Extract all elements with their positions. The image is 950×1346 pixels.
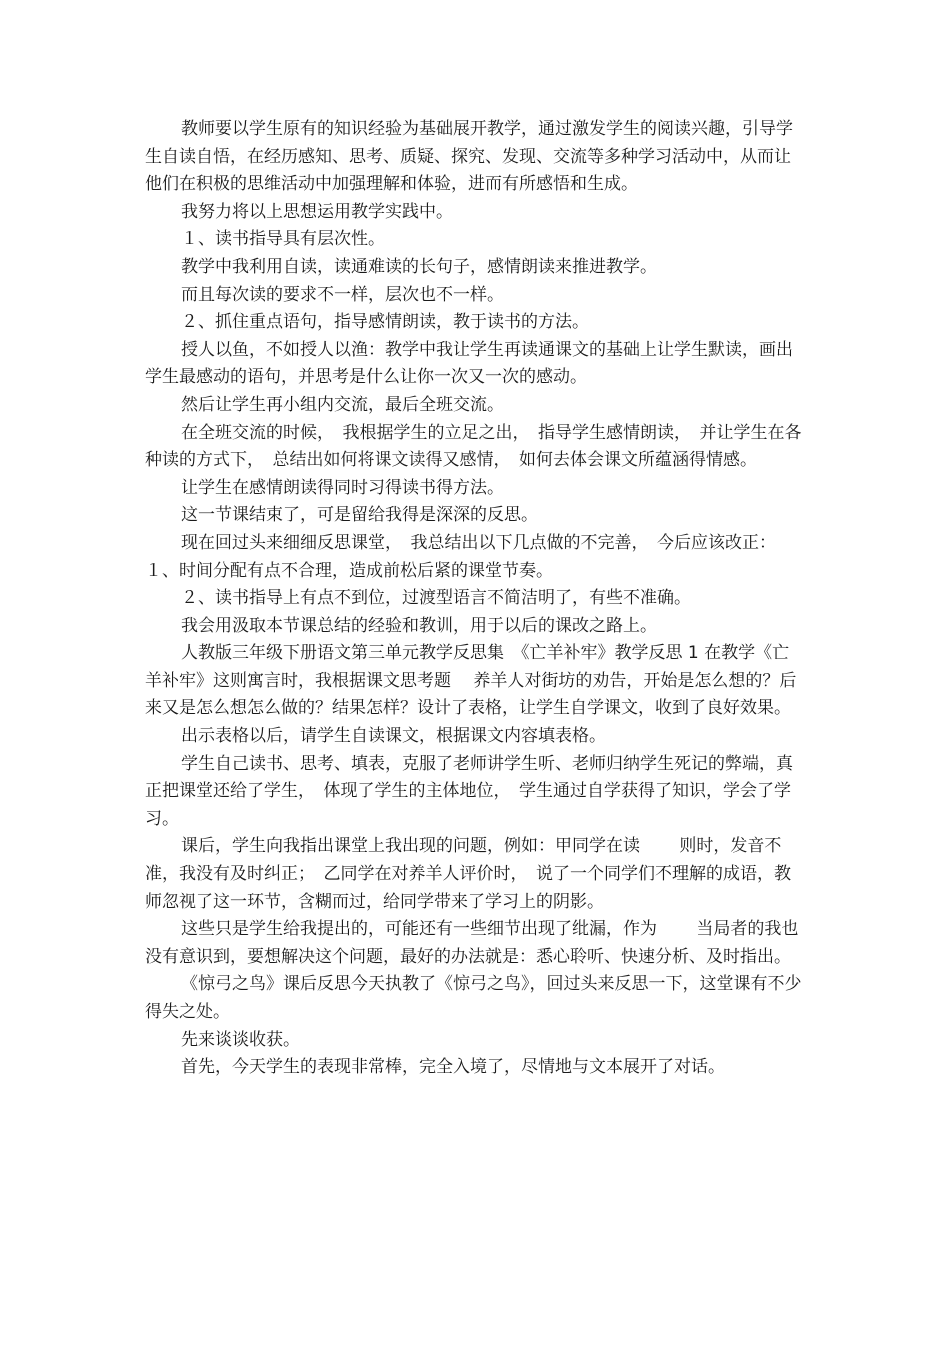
paragraph: 授人以鱼，不如授人以渔：教学中我让学生再读通课文的基础上让学生默读，画出学生最感动的语句，并思考是什么让你一次又一次的感动。 [145,339,793,388]
paragraph: １、读书指导具有层次性。 [181,229,385,250]
paragraph: 我努力将以上思想运用教学实践中。 [181,201,453,222]
paragraph: 学生自己读书、思考、填表，克服了老师讲学生听、老师归纳学生死记的弊端，真正把课堂还给了学生， 体现了学生的主体地位， 学生通过自学获得了知识，学会了学习。 [145,753,793,829]
paragraph: 出示表格以后，请学生自读课文，根据课文内容填表格。 [181,726,606,747]
paragraph: 然后让学生再小组内交流，最后全班交流。 [181,394,504,415]
paragraph: 人教版三年级下册语文第三单元教学反思集 《亡羊补牢》教学反思 1 在教学《亡羊补牢》这则寓言时，我根据课文思考题 养羊人对街坊的劝告，开始是怎么想的？后来又是怎么想怎么做的？结果怎样？设计了表格，让学生自学课文，收到了良好效果。 [145,643,797,719]
document-body [145,116,805,1082]
paragraph: 教师要以学生原有的知识经验为基础展开教学，通过激发学生的阅读兴趣，引导学生自读自悟，在经历感知、思考、质疑、探究、发现、交流等多种学习活动中，从而让他们在积极的思维活动中加强理解和体验，进而有所感悟和生成。 [145,119,793,195]
paragraph: 先来谈谈收获。 [181,1029,300,1050]
paragraph: 我会用汲取本节课总结的经验和教训，用于以后的课改之路上。 [181,615,657,636]
paragraph: 首先，今天学生的表现非常棒，完全入境了，尽情地与文本展开了对话。 [181,1057,725,1078]
paragraph: 《惊弓之鸟》课后反思今天执教了《惊弓之鸟》，回过头来反思一下，这堂课有不少得失之处。 [145,974,802,1022]
paragraph: 让学生在感情朗读得同时习得读书得方法。 [181,477,504,498]
paragraph: 而且每次读的要求不一样，层次也不一样。 [181,284,504,305]
paragraph: ２、读书指导上有点不到位，过渡型语言不简洁明了，有些不准确。 [181,588,691,609]
paragraph: 教学中我利用自读，读通难读的长句子，感情朗读来推进教学。 [181,256,657,277]
paragraph: 在全班交流的时候， 我根据学生的立足之出， 指导学生感情朗读， 并让学生在各种读的方式下， 总结出如何将课文读得又感情， 如何去体会课文所蕴涵得情感。 [145,422,802,471]
paragraph: 这一节课结束了，可是留给我得是深深的反思。 [181,505,538,526]
paragraph: 现在回过头来细细反思课堂， 我总结出以下几点做的不完善， 今后应该改正：１、时间分配有点不合理，造成前松后紧的课堂节奏。 [145,532,776,581]
paragraph: 这些只是学生给我提出的，可能还有一些细节出现了纰漏，作为 当局者的我也没有意识到，要想解决这个问题，最好的办法就是：悉心聆听、快速分析、及时指出。 [145,919,799,967]
paragraph: 课后，学生向我指出课堂上我出现的问题，例如：甲同学在读 则时，发音不准，我没有及时纠正； 乙同学在对养羊人评价时， 说了一个同学们不理解的成语，教师忽视了这一环节，含糊而过，给同学带来了学习上的阴影。 [145,836,791,912]
paragraph: ２、抓住重点语句，指导感情朗读，教于读书的方法。 [181,312,589,333]
